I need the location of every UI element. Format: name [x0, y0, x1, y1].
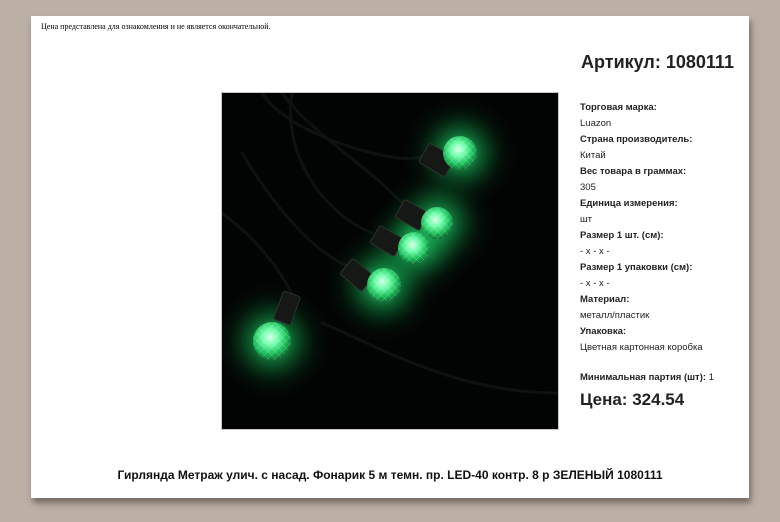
min-batch-label: Минимальная партия (шт):	[580, 372, 707, 383]
spec-label-unit: Единица измерения:	[580, 198, 678, 209]
article-value: 1080111	[665, 52, 734, 72]
spec-value-unit: шт	[580, 214, 592, 225]
spec-label-weight: Вес товара в граммах:	[580, 166, 687, 177]
spec-value-packaging: Цветная картонная коробка	[580, 342, 703, 353]
spec-label-material: Материал:	[580, 294, 630, 305]
spec-value-country: Китай	[580, 150, 606, 161]
price-label: Цена:	[580, 390, 628, 409]
garland-image	[222, 93, 558, 429]
spec-list	[580, 100, 745, 356]
min-batch	[580, 372, 714, 383]
spec-label-package-size: Размер 1 упаковки (см):	[580, 262, 693, 273]
price-value: 324.54	[632, 390, 685, 409]
article-label: Артикул:	[581, 52, 661, 72]
product-sheet	[31, 16, 749, 498]
spec-value-item-size: - x - x -	[580, 246, 610, 257]
spec-value-weight: 305	[580, 182, 596, 193]
product-title: Гирлянда Метраж улич. с насад. Фонарик 5 м темн. пр. LED-40 контр. 8 р ЗЕЛЕНЫЙ 1080111	[117, 468, 663, 482]
spec-label-brand: Торговая марка:	[580, 102, 657, 113]
product-photo	[221, 92, 559, 430]
spec-label-country: Страна производитель:	[580, 134, 693, 145]
spec-value-brand: Luazon	[580, 118, 612, 129]
spec-value-package-size: - x - x -	[580, 278, 610, 289]
price-disclaimer: Цена представлена для ознакомления и не является окончательной.	[41, 22, 271, 31]
article-number	[581, 52, 734, 73]
spec-label-packaging: Упаковка:	[580, 326, 627, 337]
min-batch-value: 1	[708, 372, 714, 383]
price	[580, 390, 684, 410]
spec-label-item-size: Размер 1 шт. (см):	[580, 230, 664, 241]
spec-value-material: металл/пластик	[580, 310, 650, 321]
